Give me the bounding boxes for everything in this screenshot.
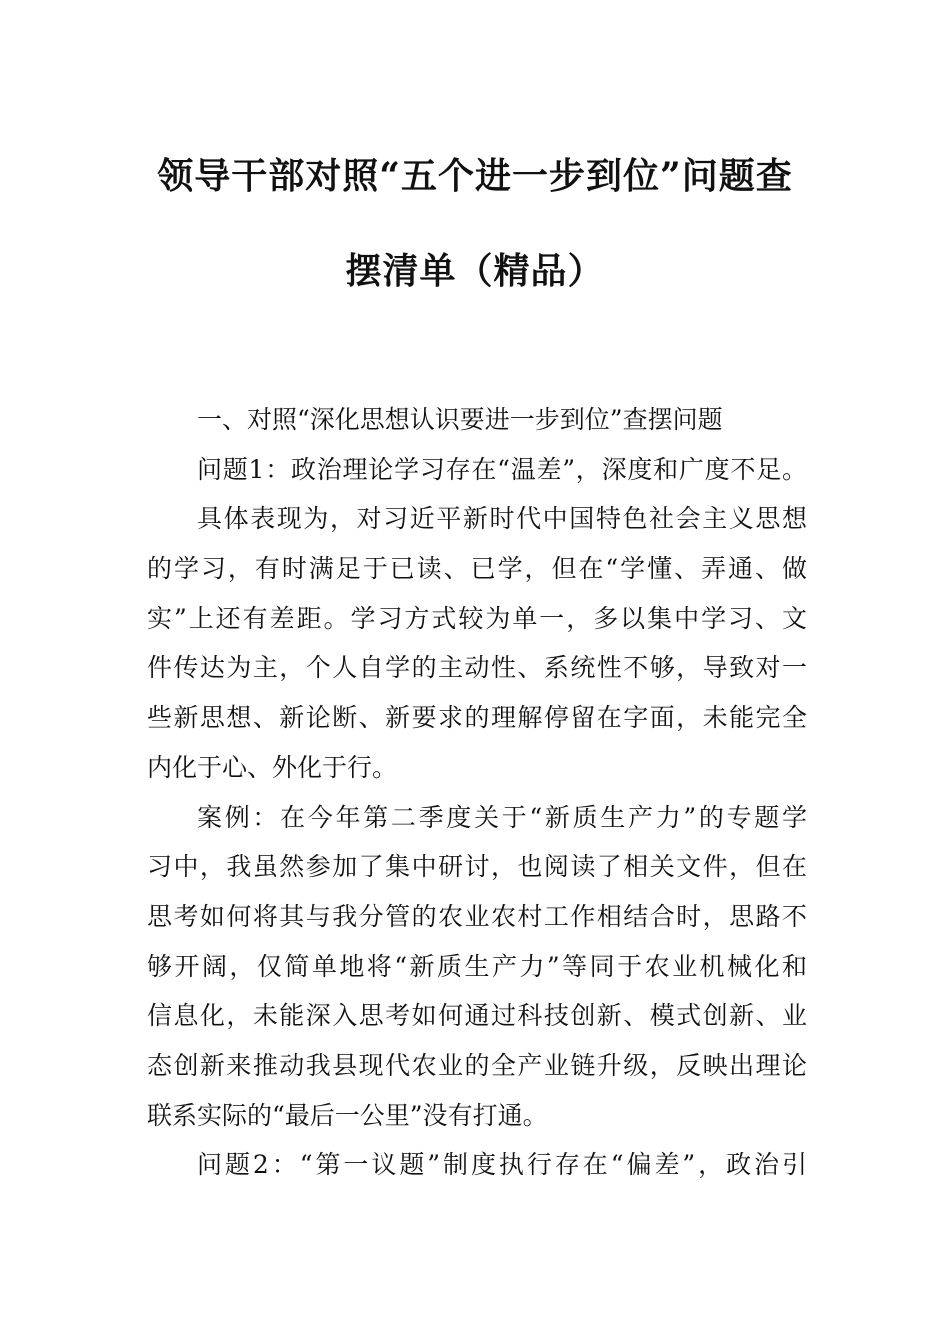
problem-2-heading: 问题2：“第一议题”制度执行存在“偏差”，政治引 bbox=[197, 1150, 807, 1180]
paragraph-line: 些新思想、新论断、新要求的理解停留在字面，未能完全 bbox=[147, 703, 807, 733]
case-paragraph-line: 案例：在今年第二季度关于“新质生产力”的专题学 bbox=[197, 802, 807, 832]
document-title-line-1: 领导干部对照“五个进一步到位”问题查 bbox=[157, 155, 793, 197]
section-heading: 一、对照“深化思想认识要进一步到位”查摆问题 bbox=[197, 405, 723, 434]
case-paragraph-line: 够开阔，仅简单地将“新质生产力”等同于农业机械化和 bbox=[147, 951, 807, 981]
paragraph-line: 实”上还有差距。学习方式较为单一，多以集中学习、文 bbox=[147, 603, 807, 633]
paragraph-line: 件传达为主，个人自学的主动性、系统性不够，导致对一 bbox=[147, 653, 807, 683]
paragraph-line: 的学习，有时满足于已读、已学，但在“学懂、弄通、做 bbox=[147, 554, 807, 584]
case-paragraph-line: 思考如何将其与我分管的农业农村工作相结合时，思路不 bbox=[147, 901, 807, 931]
problem-1-heading: 问题1：政治理论学习存在“温差”，深度和广度不足。 bbox=[197, 454, 807, 484]
case-paragraph-line: 习中，我虽然参加了集中研讨，也阅读了相关文件，但在 bbox=[147, 852, 807, 882]
document-title-line-2: 摆清单（精品） bbox=[345, 250, 605, 292]
case-paragraph-line: 态创新来推动我县现代农业的全产业链升级，反映出理论 bbox=[147, 1050, 807, 1080]
paragraph-line: 具体表现为，对习近平新时代中国特色社会主义思想 bbox=[197, 504, 807, 534]
paragraph-line: 内化于心、外化于行。 bbox=[147, 752, 398, 782]
case-paragraph-line: 联系实际的“最后一公里”没有打通。 bbox=[147, 1100, 548, 1130]
document-body bbox=[147, 402, 807, 1197]
case-paragraph-line: 信息化，未能深入思考如何通过科技创新、模式创新、业 bbox=[147, 1001, 807, 1031]
